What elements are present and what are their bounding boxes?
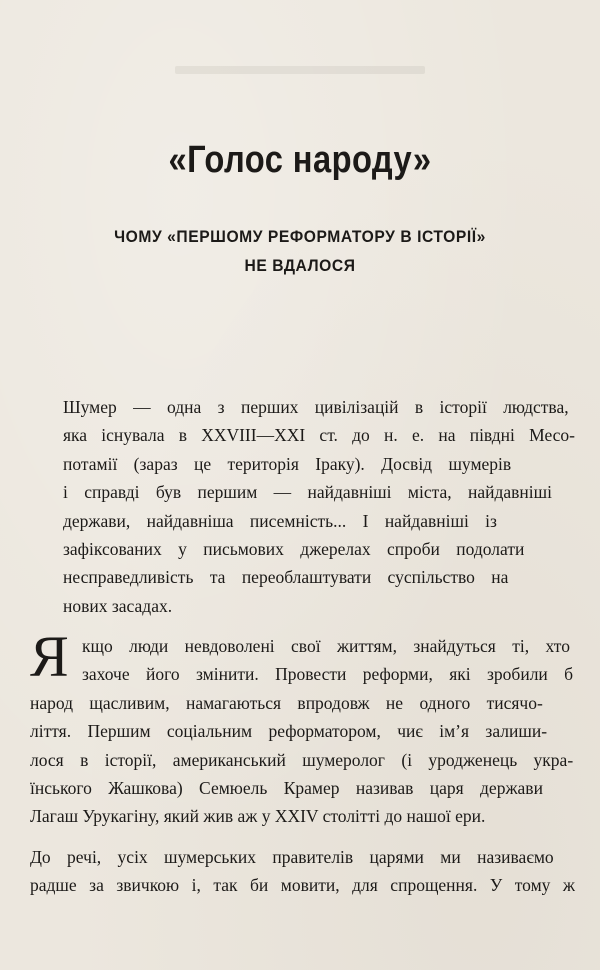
lead-line: зафіксованих у письмових джерелах спроби подолати [63,539,525,560]
body-line: кщо люди невдоволені свої життям, знайдуться ті, хто [82,636,570,656]
subtitle-line-1: ЧОМУ «ПЕРШОМУ РЕФОРМАТОРУ В ІСТОРІЇ» [114,227,486,246]
subtitle-line-2: НЕ ВДАЛОСЯ [244,256,356,275]
chapter-subtitle [24,222,576,280]
lead-line: несправедливість та переоблаштувати суспільство на [63,567,509,588]
lead-line: держави, найдавніша писемність... І найдавніші із [63,510,497,531]
body-line: До речі, усіх шумерських правителів царями ми називаємо [30,847,554,867]
body-line: ліття. Першим соціальним реформатором, чиє ім’я залиши- [30,721,548,742]
body-line: захоче його змінити. Провести реформи, які зробили б [82,664,574,685]
body-line: їнського Жашкова) Семюель Крамер називав царя держави [30,778,543,799]
body-line: Лагаш Урукагіну, який жив аж у XXIV столітті до нашої ери. [30,806,486,827]
body-line: народ щасливим, намагаються впродовж не одного тисячо- [30,692,543,713]
body-paragraph-2 [30,843,575,900]
lead-line: яка існувала в XXVIII—XXI ст. до н. е. на півдні Месо- [63,425,575,446]
chapter-title: «Голос народу» [168,139,432,181]
lead-line: нових засадах. [63,595,173,616]
drop-cap: Я [30,624,69,689]
bleed-through-running-head [175,66,425,74]
lead-line: потамії (зараз це територія Іраку). Досвід шумерів [63,453,512,474]
body-line: лося в історії, американський шумеролог (і уродженець укра- [30,749,574,770]
lead-line: Шумер — одна з перших цивілізацій в історії людства, [63,397,569,417]
body-line: радше за звичкою і, так би мовити, для спрощення. У тому ж [30,875,575,896]
body-paragraph-1 [30,632,575,831]
lead-line: і справді був першим — найдавніші міста, найдавніші [63,482,552,503]
lead-paragraph [63,393,575,620]
